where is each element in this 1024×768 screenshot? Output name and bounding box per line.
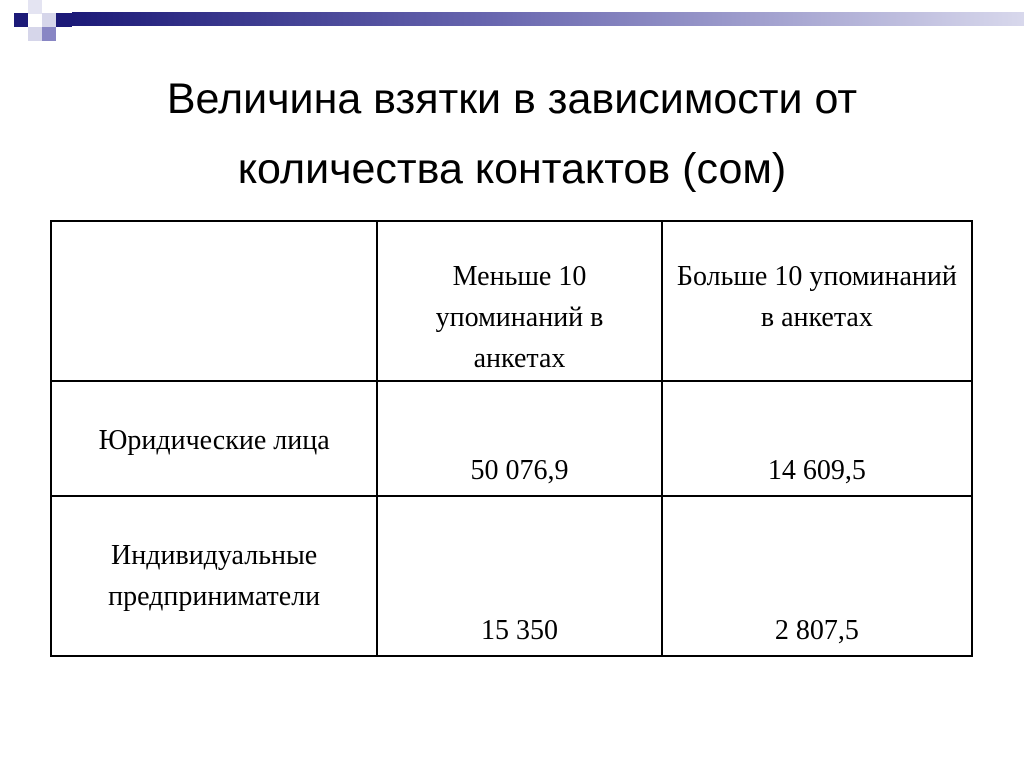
- decor-square: [28, 27, 42, 41]
- table-header-text: Меньше 10 упоминаний в анкетах: [435, 261, 604, 374]
- slide-title-line-1: Величина взятки в зависимости от: [166, 75, 858, 123]
- decor-square: [14, 13, 28, 27]
- header-gradient-bar: [72, 12, 1024, 26]
- slide-title-line-2: количества контактов (сом): [237, 145, 787, 193]
- row-label: Юридические лица: [51, 381, 377, 496]
- table-cell-value: 14 609,5: [662, 381, 972, 496]
- table-header-cell: [662, 221, 972, 381]
- data-table: [50, 220, 973, 657]
- table-row: [51, 381, 972, 496]
- table-cell-value: 2 807,5: [662, 496, 972, 656]
- table-header-text: Больше 10 упоминаний в анкетах: [676, 261, 957, 333]
- decor-square: [42, 13, 56, 27]
- table-header-cell: [377, 221, 662, 381]
- table-row: [51, 496, 972, 656]
- slide-title: [40, 64, 984, 204]
- decor-square: [56, 13, 72, 27]
- decor-square: [28, 0, 42, 14]
- table-header-row: [51, 221, 972, 381]
- table-header-cell-empty: [51, 221, 377, 381]
- row-label: Индивидуальные предприниматели: [51, 496, 377, 656]
- table-cell-value: 15 350: [377, 496, 662, 656]
- header-decoration: [0, 0, 1024, 42]
- decor-square: [42, 27, 56, 41]
- table-cell-value: 50 076,9: [377, 381, 662, 496]
